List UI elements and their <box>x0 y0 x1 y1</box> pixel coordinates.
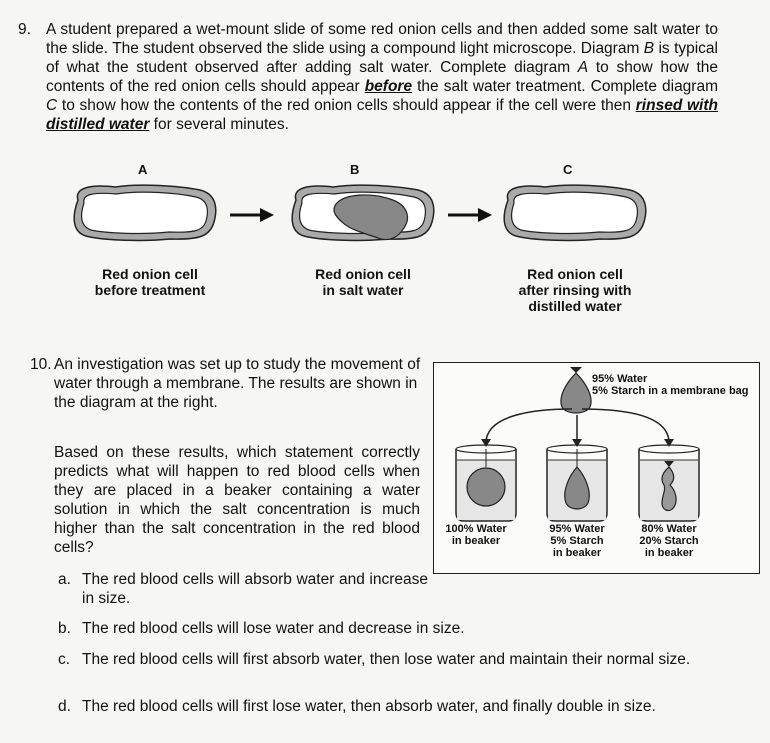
cell-b-caption <box>283 266 443 298</box>
beaker-3-label-line3: in beaker <box>644 547 694 559</box>
q9-text-5: to show how the contents of the red onion cells should appear if the cell were then <box>57 97 636 114</box>
beaker-3 <box>639 445 699 521</box>
choice-a-text: The red blood cells will absorb water and increase in size. <box>82 571 428 607</box>
q9-diagram-c-ref: C <box>46 97 58 114</box>
cell-c-caption-line2: after rinsing with <box>518 282 632 298</box>
arrow-b-to-c <box>448 208 492 222</box>
choice-a-letter: a. <box>58 571 71 588</box>
cell-c-caption-line1: Red onion cell <box>527 266 623 282</box>
cell-a <box>74 185 216 240</box>
cell-c <box>504 185 646 240</box>
cell-b <box>292 185 434 240</box>
arrow-a-to-b <box>230 208 274 222</box>
q9-text-4: the salt water treatment. Complete diagram <box>412 78 718 95</box>
choice-c[interactable] <box>58 650 698 669</box>
question-10-intro: An investigation was set up to study the movement of water through a membrane. The results are shown in the diagram at the right. <box>54 356 421 411</box>
cell-a-letter: A <box>138 162 148 177</box>
bag-label-line1: 95% Water <box>592 373 648 385</box>
question-10 <box>30 355 430 556</box>
bag-label <box>592 373 756 397</box>
cell-c-caption <box>495 266 655 314</box>
bag-label-line2: 5% Starch in a membrane bag <box>592 385 749 397</box>
q9-diagram-a-ref: A <box>577 59 589 76</box>
choice-b-letter: b. <box>58 620 71 637</box>
membrane-bag-top <box>561 367 591 413</box>
q9-text-6: for several minutes. <box>149 116 289 133</box>
question-9-text <box>46 20 718 134</box>
beaker-1-label-line1: 100% Water <box>445 523 507 535</box>
distribution-arrows <box>486 409 669 443</box>
beaker-2-label-line3: in beaker <box>552 547 602 559</box>
question-9-number: 9. <box>18 21 31 38</box>
onion-cell-diagrams <box>60 160 660 320</box>
choice-c-text: The red blood cells will first absorb water, then lose water and maintain their normal size. <box>82 651 691 668</box>
beaker-1-label-line2: in beaker <box>451 535 501 547</box>
beaker-3-label-line1: 80% Water <box>641 523 697 535</box>
cell-c-letter: C <box>563 162 573 177</box>
choice-c-letter: c. <box>58 651 71 668</box>
q9-emph-rinsed: rinsed with distilled water <box>46 97 718 133</box>
q9-text-3: to show how the contents of the red onion cells should appear <box>46 59 718 95</box>
q9-text-1: A student prepared a wet-mount slide of some red onion cells and then added some salt water to the slide. The student observed the slide using a compound light microscope. Diagram <box>46 21 718 57</box>
cell-a-caption <box>70 266 230 298</box>
q9-emph-before: before <box>364 78 413 95</box>
question-10-prompt: Based on these results, which statement correctly predicts what will happen to red blood cells when they are placed in a beaker containing a water solution in which the salt concentration is much higher than the salt concentration in the red blood cells? <box>54 444 420 556</box>
choice-d-letter: d. <box>58 698 71 715</box>
beaker-2-label <box>532 523 622 559</box>
beaker-2-label-line2: 5% Starch <box>550 535 604 547</box>
membrane-bag-diagram <box>433 362 760 574</box>
cell-b-caption-line1: Red onion cell <box>315 266 411 282</box>
beaker-2-label-line1: 95% Water <box>549 523 605 535</box>
q9-text-2: is typical of what the student observed after adding salt water. Complete diagram <box>46 40 718 76</box>
cell-a-caption-line2: before treatment <box>94 282 206 298</box>
beaker-2 <box>547 445 607 521</box>
q9-diagram-b-ref: B <box>643 40 655 57</box>
beaker-3-label-line2: 20% Starch <box>639 535 699 547</box>
beaker-1 <box>456 445 516 521</box>
cell-b-letter: B <box>350 162 360 177</box>
question-9 <box>18 20 718 134</box>
question-10-number: 10. <box>30 356 52 373</box>
choice-d-text: The red blood cells will first lose water, then absorb water, and finally double in size. <box>82 698 656 715</box>
cell-a-caption-line1: Red onion cell <box>102 266 198 282</box>
choice-d[interactable] <box>58 697 748 716</box>
choice-b-text: The red blood cells will lose water and decrease in size. <box>82 620 465 637</box>
swollen-bag <box>467 468 505 506</box>
beaker-1-label <box>436 523 516 547</box>
choice-b[interactable] <box>58 619 738 638</box>
cell-b-caption-line2: in salt water <box>322 282 404 298</box>
beaker-3-label <box>624 523 714 559</box>
cell-c-caption-line3: distilled water <box>528 298 622 314</box>
arrowheads <box>481 439 674 447</box>
choice-a[interactable] <box>58 570 428 608</box>
